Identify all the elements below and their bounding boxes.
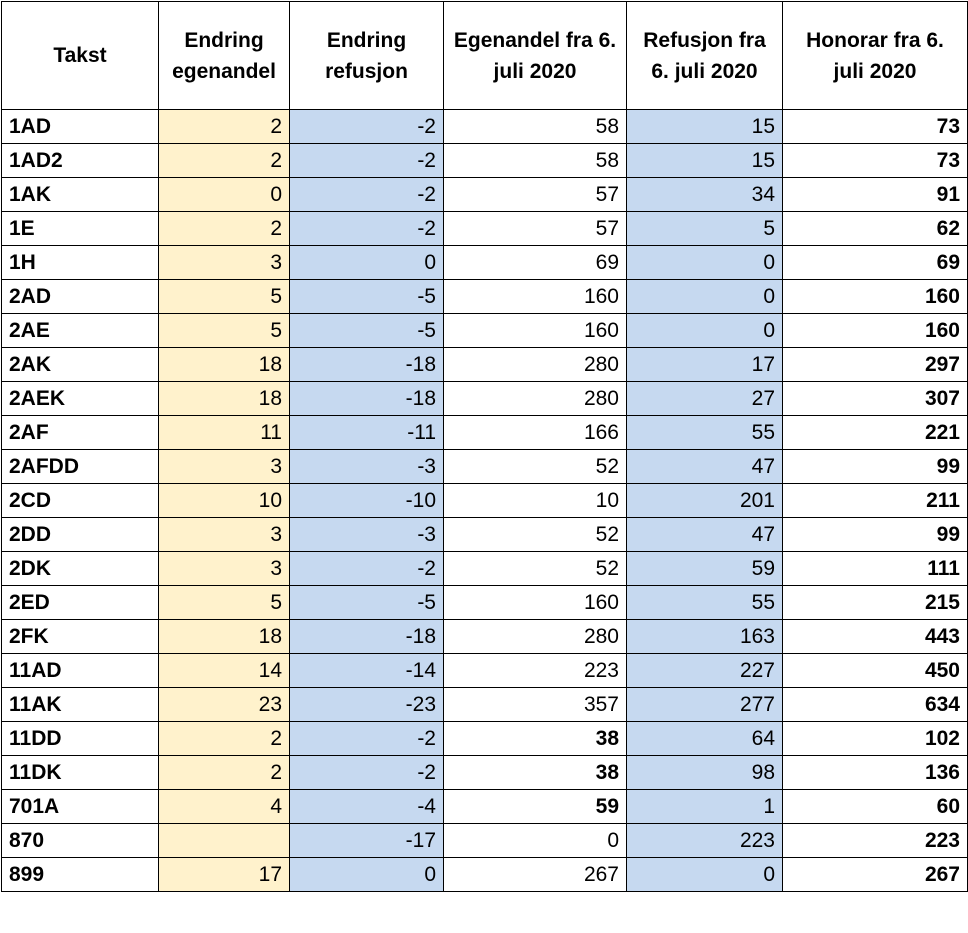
honorar-cell: 221 (783, 416, 968, 450)
takst-cell: 11DK (2, 756, 159, 790)
takst-cell: 11AD (2, 654, 159, 688)
honorar-cell: 102 (783, 722, 968, 756)
egenandel-cell: 38 (444, 756, 627, 790)
endring-egenandel-cell (159, 824, 290, 858)
table-row (2, 348, 968, 382)
refusjon-cell: 201 (627, 484, 783, 518)
egenandel-cell: 160 (444, 280, 627, 314)
table-row (2, 246, 968, 280)
honorar-cell: 111 (783, 552, 968, 586)
endring-egenandel-cell: 3 (159, 552, 290, 586)
refusjon-cell: 5 (627, 212, 783, 246)
table-row (2, 824, 968, 858)
refusjon-cell: 277 (627, 688, 783, 722)
endring-refusjon-cell: -4 (290, 790, 444, 824)
table-row (2, 450, 968, 484)
endring-refusjon-cell: -3 (290, 518, 444, 552)
endring-refusjon-cell: -23 (290, 688, 444, 722)
takst-cell: 1AD (2, 110, 159, 144)
table-row (2, 110, 968, 144)
endring-refusjon-cell: -2 (290, 178, 444, 212)
refusjon-cell: 0 (627, 280, 783, 314)
takst-cell: 11DD (2, 722, 159, 756)
endring-refusjon-cell: -3 (290, 450, 444, 484)
egenandel-cell: 0 (444, 824, 627, 858)
egenandel-cell: 59 (444, 790, 627, 824)
honorar-cell: 211 (783, 484, 968, 518)
honorar-cell: 160 (783, 314, 968, 348)
endring-refusjon-cell: -10 (290, 484, 444, 518)
refusjon-cell: 34 (627, 178, 783, 212)
refusjon-cell: 59 (627, 552, 783, 586)
takst-cell: 2AD (2, 280, 159, 314)
endring-egenandel-cell: 3 (159, 246, 290, 280)
header-endring-egenandel: Endring egenandel (159, 2, 290, 110)
endring-egenandel-cell: 10 (159, 484, 290, 518)
takst-cell: 2ED (2, 586, 159, 620)
egenandel-cell: 10 (444, 484, 627, 518)
table-row (2, 280, 968, 314)
egenandel-cell: 280 (444, 348, 627, 382)
endring-refusjon-cell: -5 (290, 280, 444, 314)
table-body (2, 110, 968, 892)
egenandel-cell: 38 (444, 722, 627, 756)
egenandel-cell: 52 (444, 450, 627, 484)
header-egenandel: Egenandel fra 6. juli 2020 (444, 2, 627, 110)
egenandel-cell: 357 (444, 688, 627, 722)
endring-refusjon-cell: 0 (290, 858, 444, 892)
endring-egenandel-cell: 5 (159, 280, 290, 314)
endring-egenandel-cell: 17 (159, 858, 290, 892)
endring-refusjon-cell: -2 (290, 144, 444, 178)
takst-cell: 2FK (2, 620, 159, 654)
endring-egenandel-cell: 18 (159, 620, 290, 654)
endring-refusjon-cell: -11 (290, 416, 444, 450)
table-row (2, 722, 968, 756)
takst-cell: 870 (2, 824, 159, 858)
honorar-cell: 60 (783, 790, 968, 824)
table-row (2, 552, 968, 586)
egenandel-cell: 69 (444, 246, 627, 280)
honorar-cell: 307 (783, 382, 968, 416)
header-honorar: Honorar fra 6. juli 2020 (783, 2, 968, 110)
endring-refusjon-cell: -2 (290, 212, 444, 246)
endring-egenandel-cell: 14 (159, 654, 290, 688)
endring-refusjon-cell: -14 (290, 654, 444, 688)
honorar-cell: 267 (783, 858, 968, 892)
endring-refusjon-cell: -2 (290, 110, 444, 144)
table-row (2, 620, 968, 654)
refusjon-cell: 227 (627, 654, 783, 688)
egenandel-cell: 280 (444, 620, 627, 654)
table-row (2, 382, 968, 416)
endring-egenandel-cell: 3 (159, 518, 290, 552)
endring-egenandel-cell: 2 (159, 144, 290, 178)
table-row (2, 790, 968, 824)
header-endring-refusjon: Endring refusjon (290, 2, 444, 110)
takst-cell: 2AE (2, 314, 159, 348)
takst-table (1, 1, 968, 892)
endring-refusjon-cell: -18 (290, 382, 444, 416)
takst-cell: 1AK (2, 178, 159, 212)
egenandel-cell: 58 (444, 144, 627, 178)
honorar-cell: 62 (783, 212, 968, 246)
egenandel-cell: 160 (444, 586, 627, 620)
endring-egenandel-cell: 3 (159, 450, 290, 484)
egenandel-cell: 166 (444, 416, 627, 450)
takst-cell: 2DD (2, 518, 159, 552)
refusjon-cell: 1 (627, 790, 783, 824)
honorar-cell: 223 (783, 824, 968, 858)
refusjon-cell: 0 (627, 246, 783, 280)
honorar-cell: 69 (783, 246, 968, 280)
refusjon-cell: 15 (627, 110, 783, 144)
endring-refusjon-cell: -2 (290, 756, 444, 790)
refusjon-cell: 0 (627, 858, 783, 892)
takst-cell: 1AD2 (2, 144, 159, 178)
refusjon-cell: 64 (627, 722, 783, 756)
egenandel-cell: 52 (444, 518, 627, 552)
refusjon-cell: 15 (627, 144, 783, 178)
takst-cell: 899 (2, 858, 159, 892)
endring-egenandel-cell: 2 (159, 722, 290, 756)
table-row (2, 518, 968, 552)
honorar-cell: 443 (783, 620, 968, 654)
endring-refusjon-cell: 0 (290, 246, 444, 280)
table-row (2, 212, 968, 246)
endring-egenandel-cell: 4 (159, 790, 290, 824)
refusjon-cell: 17 (627, 348, 783, 382)
egenandel-cell: 52 (444, 552, 627, 586)
takst-cell: 701A (2, 790, 159, 824)
honorar-cell: 297 (783, 348, 968, 382)
table-row (2, 688, 968, 722)
takst-cell: 2DK (2, 552, 159, 586)
honorar-cell: 634 (783, 688, 968, 722)
table-row (2, 586, 968, 620)
takst-cell: 1H (2, 246, 159, 280)
endring-egenandel-cell: 5 (159, 586, 290, 620)
takst-cell: 2CD (2, 484, 159, 518)
table-row (2, 416, 968, 450)
egenandel-cell: 223 (444, 654, 627, 688)
honorar-cell: 160 (783, 280, 968, 314)
endring-refusjon-cell: -18 (290, 348, 444, 382)
refusjon-cell: 163 (627, 620, 783, 654)
egenandel-cell: 160 (444, 314, 627, 348)
endring-refusjon-cell: -5 (290, 586, 444, 620)
refusjon-cell: 55 (627, 586, 783, 620)
header-takst: Takst (2, 2, 159, 110)
takst-cell: 2AFDD (2, 450, 159, 484)
honorar-cell: 136 (783, 756, 968, 790)
endring-egenandel-cell: 18 (159, 348, 290, 382)
takst-cell: 2AK (2, 348, 159, 382)
table-row (2, 314, 968, 348)
endring-refusjon-cell: -17 (290, 824, 444, 858)
table-row (2, 144, 968, 178)
refusjon-cell: 98 (627, 756, 783, 790)
honorar-cell: 99 (783, 450, 968, 484)
honorar-cell: 215 (783, 586, 968, 620)
endring-egenandel-cell: 5 (159, 314, 290, 348)
honorar-cell: 73 (783, 144, 968, 178)
refusjon-cell: 55 (627, 416, 783, 450)
honorar-cell: 450 (783, 654, 968, 688)
endring-egenandel-cell: 2 (159, 212, 290, 246)
takst-cell: 2AF (2, 416, 159, 450)
egenandel-cell: 280 (444, 382, 627, 416)
endring-egenandel-cell: 2 (159, 110, 290, 144)
honorar-cell: 73 (783, 110, 968, 144)
refusjon-cell: 27 (627, 382, 783, 416)
honorar-cell: 91 (783, 178, 968, 212)
honorar-cell: 99 (783, 518, 968, 552)
endring-egenandel-cell: 11 (159, 416, 290, 450)
egenandel-cell: 267 (444, 858, 627, 892)
endring-egenandel-cell: 18 (159, 382, 290, 416)
endring-egenandel-cell: 0 (159, 178, 290, 212)
table-row (2, 858, 968, 892)
takst-cell: 1E (2, 212, 159, 246)
endring-egenandel-cell: 23 (159, 688, 290, 722)
takst-cell: 11AK (2, 688, 159, 722)
endring-refusjon-cell: -2 (290, 552, 444, 586)
takst-cell: 2AEK (2, 382, 159, 416)
endring-refusjon-cell: -5 (290, 314, 444, 348)
endring-refusjon-cell: -18 (290, 620, 444, 654)
refusjon-cell: 0 (627, 314, 783, 348)
table-row (2, 756, 968, 790)
refusjon-cell: 47 (627, 518, 783, 552)
header-row (2, 2, 968, 110)
table-row (2, 178, 968, 212)
header-refusjon: Refusjon fra 6. juli 2020 (627, 2, 783, 110)
endring-egenandel-cell: 2 (159, 756, 290, 790)
table-row (2, 654, 968, 688)
egenandel-cell: 58 (444, 110, 627, 144)
refusjon-cell: 223 (627, 824, 783, 858)
egenandel-cell: 57 (444, 212, 627, 246)
egenandel-cell: 57 (444, 178, 627, 212)
table-row (2, 484, 968, 518)
refusjon-cell: 47 (627, 450, 783, 484)
endring-refusjon-cell: -2 (290, 722, 444, 756)
